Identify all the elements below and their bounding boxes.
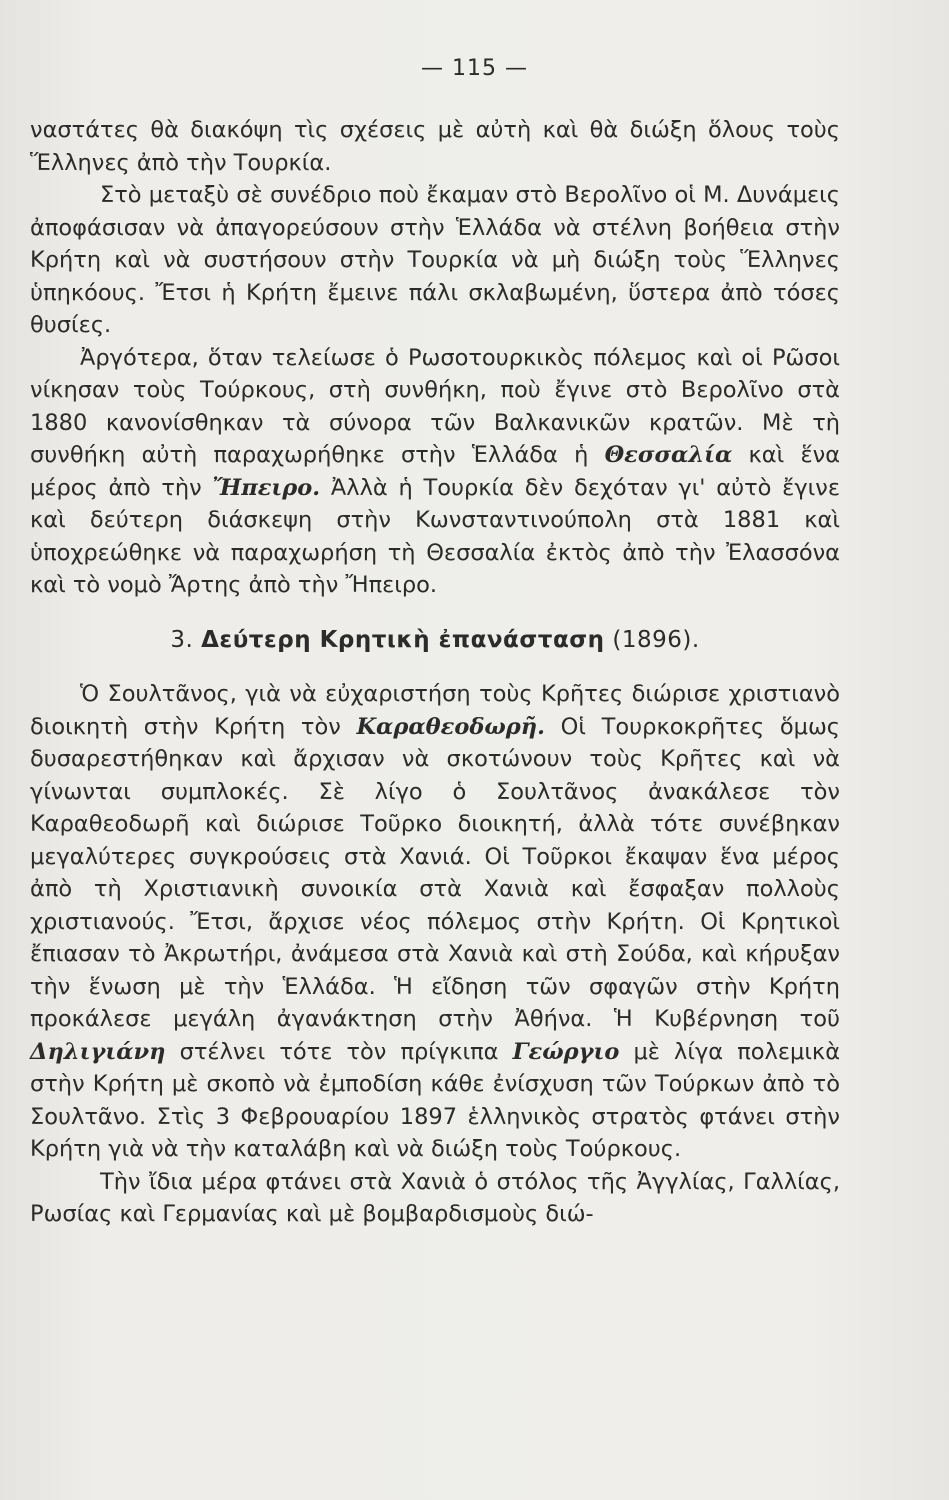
page-number: — 115 — (421, 56, 528, 81)
paragraph-text: Ὁ Σουλτᾶνος, γιὰ νὰ εὐχαριστήση τοὺς Κρῆτες διώρισε χριστιανὸ διοικητὴ στὴν Κρήτη τὸν (30, 681, 840, 740)
emphasis-thessaly: Θεσσαλία (604, 442, 733, 468)
emphasis-epirus: Ἤπειρο. (212, 474, 321, 501)
section-heading (30, 624, 840, 657)
paragraph-berlin-congress: Στὸ μεταξὺ σὲ συνέδριο ποὺ ἔκαμαν στὸ Βερολῖνο οἱ Μ. Δυνάμεις ἀποφάσισαν νὰ ἀπαγορεύσουν στὴν Ἑλλάδα νὰ στέλνη βοήθεια στὴν Κρήτη καὶ νὰ συστήσουν στὴν Τουρκία νὰ μὴ διώξη τοὺς Ἕλληνες ὑπηκόους. Ἔτσι ἡ Κρήτη ἔμεινε πάλι σκλαβωμένη, ὕστερα ἀπὸ τόσες θυσίες. (30, 182, 840, 338)
section-year: (1896). (612, 626, 700, 653)
paragraph-russo-turkish-war (30, 342, 840, 602)
paragraph-text: στέλνει τότε τὸν πρίγκιπα (179, 1038, 499, 1065)
paragraph-text: καὶ ἕνα μέρος ἀπὸ τὴν (30, 442, 841, 501)
body-text (30, 114, 840, 1231)
paragraph-continuation: ναστάτες θὰ διακόψη τὶς σχέσεις μὲ αὐτὴ καὶ θὰ διώξη ὅλους τοὺς Ἕλληνες ἀπὸ τὴν Τουρκία. (30, 117, 840, 176)
section-number: 3. (170, 626, 194, 653)
paragraph-text: Ἀργότερα, ὅταν τελείωσε ὁ Ρωσοτουρκικὸς πόλεμος καὶ οἱ Ρῶσοι νίκησαν τοὺς Τούρκους, στὴ συνθήκη, ποὺ ἔγινε στὸ Βερολῖνο στὰ 1880 κανονίσθηκαν τὰ σύνορα τῶν Βαλκανικῶν κρατῶν. Μὲ τὴ συνθήκη αὐτὴ παραχωρήθηκε στὴν Ἑλλάδα ἡ (30, 344, 840, 468)
paragraph-text: μὲ λίγα πολεμικὰ στὴν Κρήτη μὲ σκοπὸ νὰ ἐμποδίση κάθε ἐνίσχυση τῶν Τούρκων ἀπὸ τὸ Σουλτᾶνο. Στὶς 3 Φεβρουαρίου 1897 ἑλληνικὸς στρατὸς φτάνει στὴν Κρήτη γιὰ νὰ τὴν καταλάβη καὶ νὰ διώξη τοὺς Τούρκους. (30, 1038, 841, 1162)
emphasis-george: Γεώργιο (512, 1038, 620, 1065)
paragraph-text: Ἀλλὰ ἡ Τουρκία δὲν δεχόταν γι' αὐτὸ ἔγινε καὶ δεύτερη διάσκεψη στὴν Κωνσταντινούπολη στὰ 1881 καὶ ὑποχρεώθηκε νὰ παραχωρήση τὴ Θεσσαλία ἐκτὸς ἀπὸ τὴν Ἐλασσόνα καὶ τὸ νομὸ Ἄρτης ἀπὸ τὴν Ἤπειρο. (30, 474, 840, 598)
emphasis-karatheodori: Καραθεοδωρῆ. (356, 713, 545, 740)
paragraph-text: Οἱ Τουρκοκρῆτες ὅμως δυσαρεστήθηκαν καὶ ἄρχισαν νὰ σκοτώνουν τοὺς Κρῆτες καὶ νὰ γίνωνται συμπλοκές. Σὲ λίγο ὁ Σουλτᾶνος ἀνακάλεσε τὸν Καραθεοδωρῆ καὶ διώρισε Τοῦρκο διοικητή, ἀλλὰ τότε συνέβηκαν μεγαλύτερες συγκρούσεις στὰ Χανιά. Οἱ Τοῦρκοι ἔκαψαν ἕνα μέρος ἀπὸ τὴ Χριστιανικὴ συνοικία στὰ Χανιὰ καὶ ἔσφαξαν πολλοὺς χριστιανούς. Ἔτσι, ἄρχισε νέος πόλεμος στὴν Κρήτη. Οἱ Κρητικοὶ ἔπιασαν τὸ Ἀκρωτήρι, ἀνάμεσα στὰ Χανιὰ καὶ στὴ Σούδα, καὶ κήρυξαν τὴν ἕνωση μὲ τὴν Ἑλλάδα. Ἡ εἴδηση τῶν σφαγῶν στὴν Κρήτη προκάλεσε μεγάλη ἀγανάκτηση στὴν Ἀθήνα. Ἡ Κυβέρνηση τοῦ (30, 713, 841, 1032)
section-title: Δεύτερη Κρητικὴ ἐπανάσταση (201, 626, 605, 653)
paragraph-fleets: Τὴν ἴδια μέρα φτάνει στὰ Χανιὰ ὁ στόλος τῆς Ἀγγλίας, Γαλλίας, Ρωσίας καὶ Γερμανίας καὶ μὲ βομβαρδισμοὺς διώ- (30, 1168, 840, 1227)
emphasis-deligiannis: Δηλιγιάνη (30, 1038, 166, 1065)
paragraph-sultan (30, 678, 840, 1166)
